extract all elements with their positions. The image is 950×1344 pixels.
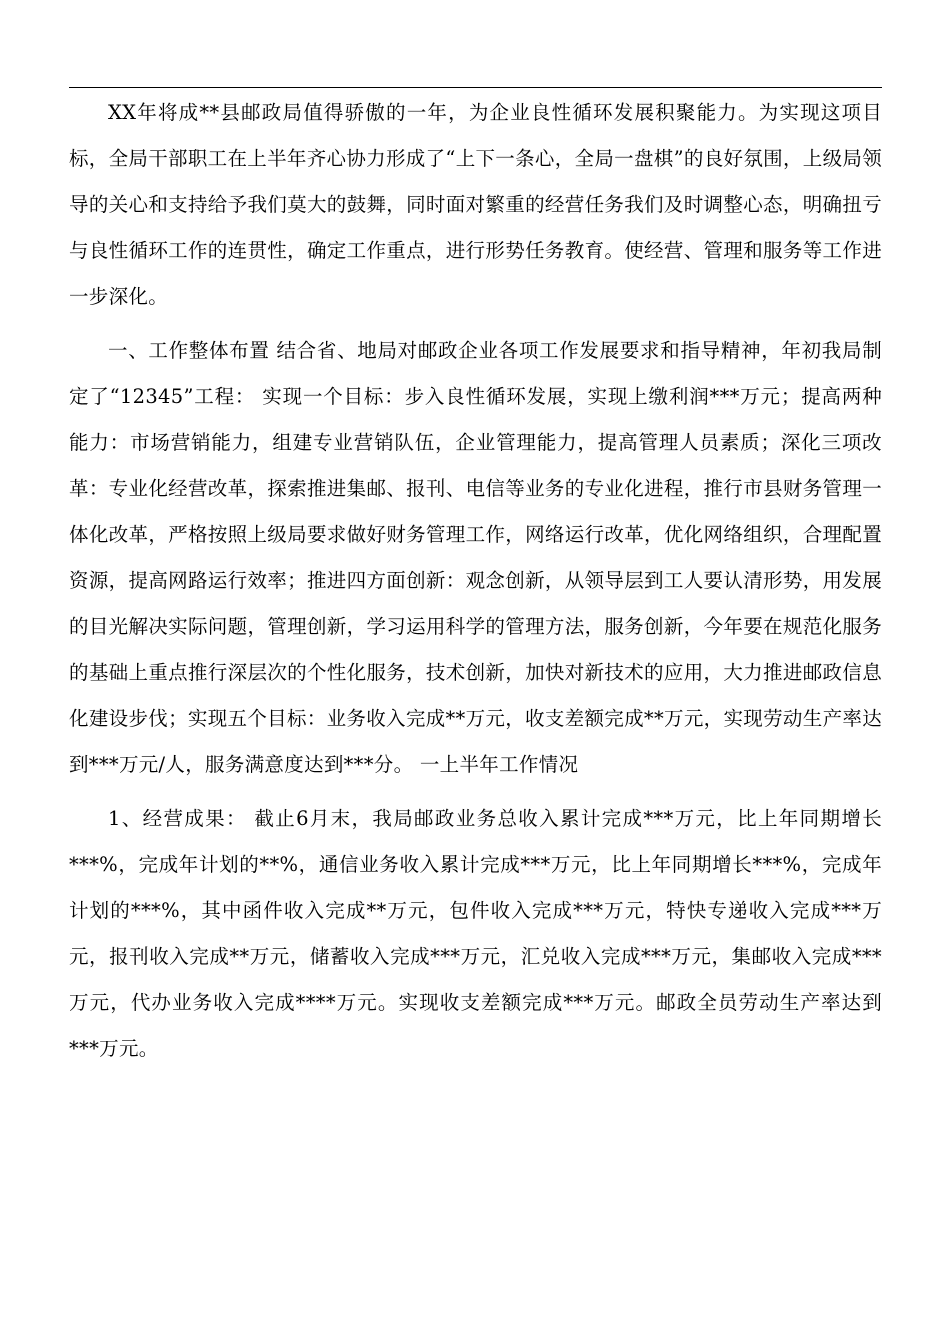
paragraph-business-results: 1、经营成果： 截止6月末，我局邮政业务总收入累计完成***万元，比上年同期增长***%，完成年计划的**%，通信业务收入累计完成***万元，比上年同期增长***%，完成年计划的***%，其中函件收入完成**万元，包件收入完成***万元，特快专递收入完成***万元，报刊收入完成**万元，储蓄收入完成***万元，汇兑收入完成***万元，集邮收入完成***万元，代办业务收入完成****万元。实现收支差额完成***万元。邮政全员劳动生产率达到***万元。 <box>69 807 882 1060</box>
document-body <box>69 90 882 1072</box>
paragraph-intro: XX年将成**县邮政局值得骄傲的一年，为企业良性循环发展积聚能力。为实现这项目标，全局干部职工在上半年齐心协力形成了“上下一条心，全局一盘棋”的良好氛围，上级局领导的关心和支持给予我们莫大的鼓舞，同时面对繁重的经营任务我们及时调整心态，明确扭亏与良性循环工作的连贯性，确定工作重点，进行形势任务教育。使经营、管理和服务等工作进一步深化。 <box>69 101 882 308</box>
header-rule <box>69 87 882 88</box>
paragraph-overall-plan: 一、工作整体布置 结合省、地局对邮政企业各项工作发展要求和指导精神，年初我局制定了“12345”工程： 实现一个目标：步入良性循环发展，实现上缴利润***万元；提高两种能力：市场营销能力，组建专业营销队伍，企业管理能力，提高管理人员素质；深化三项改革：专业化经营改革，探索推进集邮、报刊、电信等业务的专业化进程，推行市县财务管理一体化改革，严格按照上级局要求做好财务管理工作，网络运行改革，优化网络组织，合理配置资源，提高网路运行效率；推进四方面创新：观念创新，从领导层到工人要认清形势，用发展的目光解决实际问题，管理创新，学习运用科学的管理方法，服务创新，今年要在规范化服务的基础上重点推行深层次的个性化服务，技术创新，加快对新技术的应用，大力推进邮政信息化建设步伐；实现五个目标：业务收入完成**万元，收支差额完成**万元，实现劳动生产率达到***万元/人，服务满意度达到***分。 一上半年工作情况 <box>69 339 882 776</box>
